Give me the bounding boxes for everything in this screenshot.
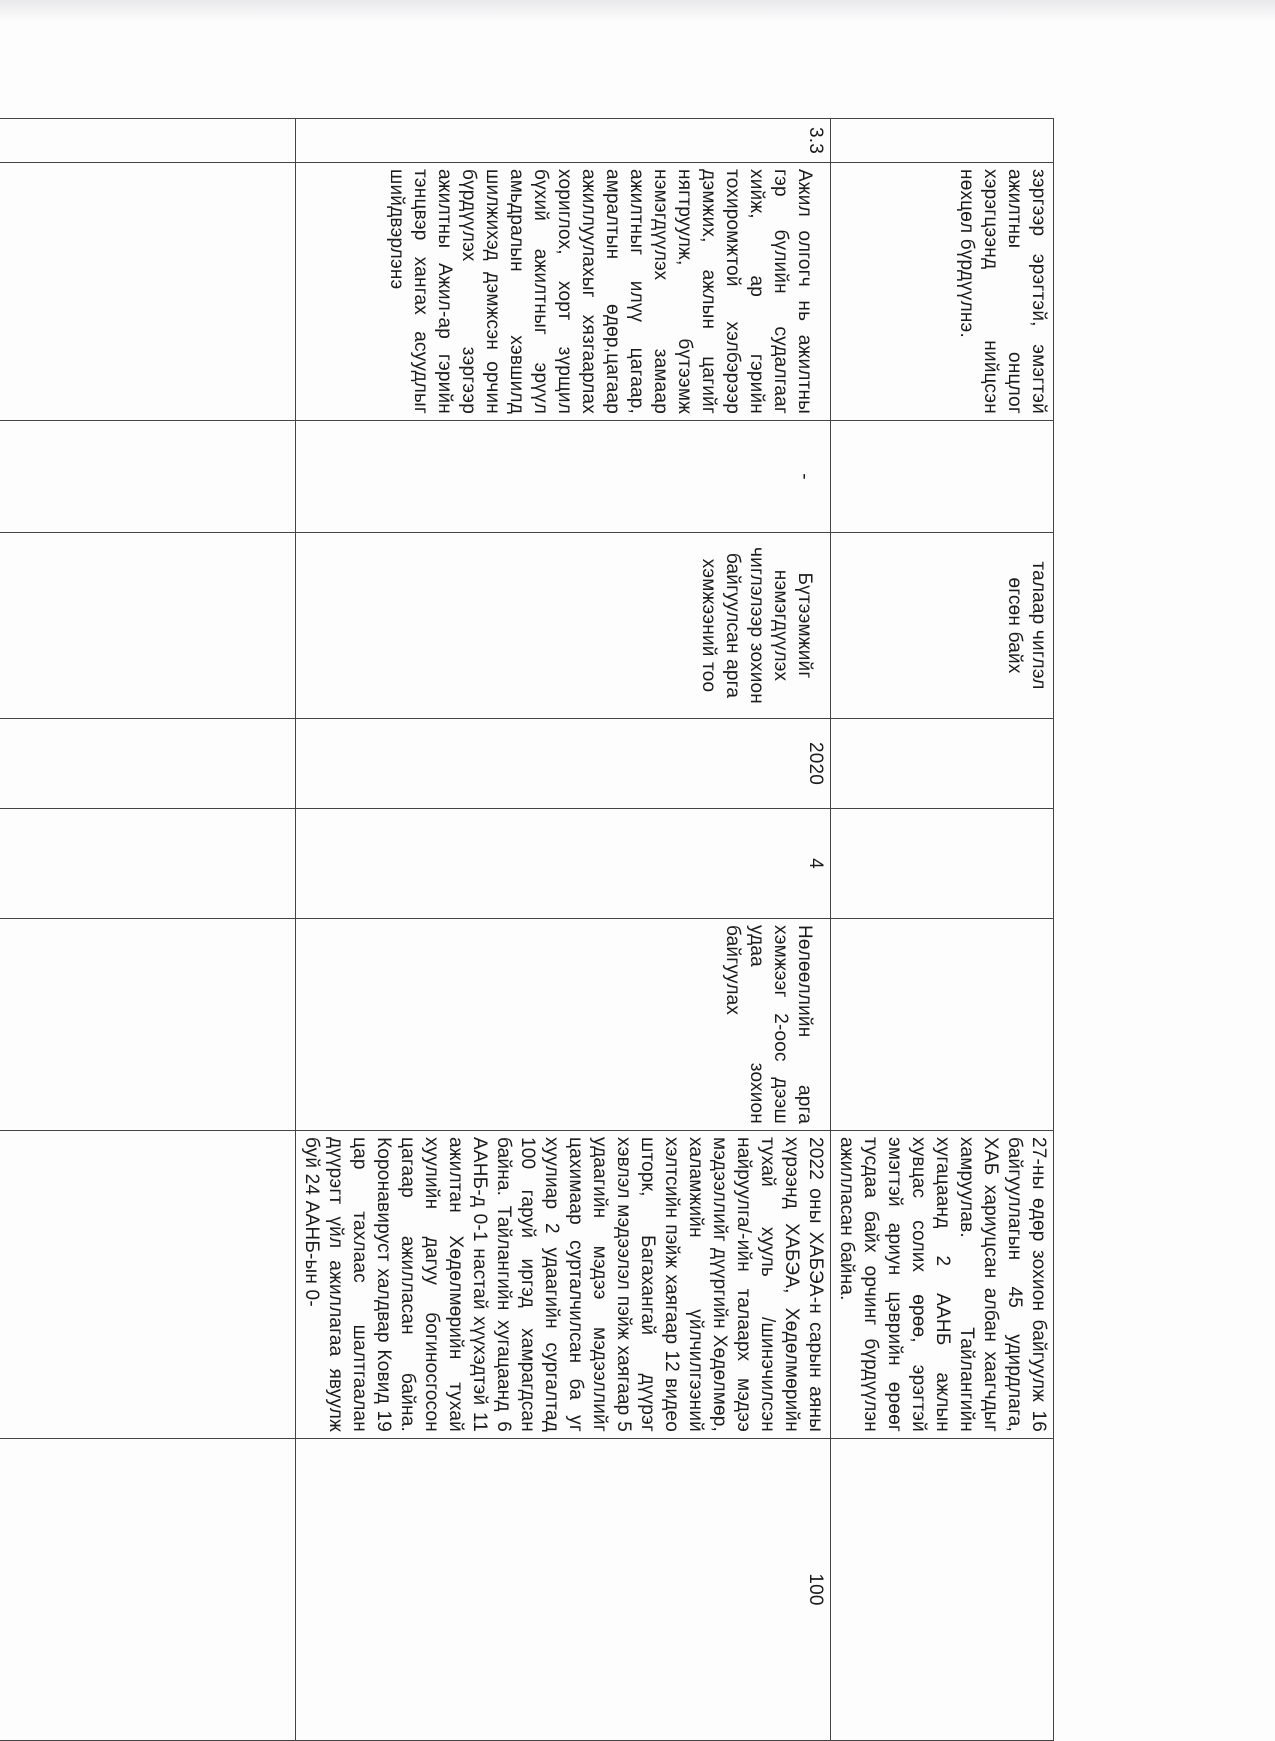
table-row (831, 119, 1054, 1741)
action-cell: Ажил олгогч нь ажилтны гэр бүлийн судалгааг хийж, ар гэрийн тохиромжтой хэлбэрээр дэмжих, ажлын цагийг нягтруулж, бүтээмж нэмэгдүүлэх замаар ажилтныг илүү цагаар, амралтын өдөр,цагаар ажиллуулахыг хязгаарлах хориглох, хорт зүрщил бүхий ажилтныг эрүүл амьдралын хэвшилд шилжихэд дэмжсэн орчин бүрдүүлэх зэргээр ажилтны Ажил-ар гэрийн тэнцвэр хангах асуудлыг шийдвэрлэнэ (296, 163, 831, 421)
year-cell: 2020 (296, 719, 831, 809)
blank-cell (0, 533, 296, 719)
blank-cell (0, 919, 296, 1131)
action-cell: зэргээр эрэгтэй, эмэгтэй ажилтны онцлог хэрэгцээнд нийцсэн нөхцөл бүрдүүлнэ. (831, 163, 1054, 421)
blank-cell (0, 719, 296, 809)
row-number: 3.3 (296, 119, 831, 163)
year-cell (831, 719, 1054, 809)
blank-cell (0, 119, 296, 163)
scan-top-shadow (0, 0, 1275, 22)
value-cell (831, 809, 1054, 919)
blank-cell (0, 809, 296, 919)
indicator-cell: талаар чиглэл өгсөн байх (831, 533, 1054, 719)
target-cell (831, 919, 1054, 1131)
blank-cell (0, 1439, 296, 1741)
score-cell (831, 1439, 1054, 1741)
progress-cell: 27-ны өдөр зохион байгуулж 16 байгууллагын 45 удирдлага, ХАБ хариуцсан албан хаагчдыг хамруулав. Тайлангийн хугацаанд 2 ААНБ ажлын хувцас солих өрөө, эрэгтэй эмэгтэй ариун цэврийн өрөөг тусдаа байх орчинг бүрдүүлэн ажилласан байна. (831, 1131, 1054, 1439)
baseline-cell: - (296, 421, 831, 533)
blank-cell (0, 163, 296, 421)
blank-cell (0, 1131, 296, 1439)
indicator-cell: Бүтээмжийг нэмэгдүүлэх чиглэлээр зохион байгуулсан арга хэмжээний тоо (296, 533, 831, 719)
value-cell: 4 (296, 809, 831, 919)
rotated-table-sheet (104, 118, 1054, 1740)
score-cell: 100 (296, 1439, 831, 1741)
action-plan-table (0, 118, 1054, 1741)
progress-cell: 2022 оны ХАБЭА-н сарын аяны хүрээнд ХАБЭА, Хөдөлмөрийн тухай хууль /шинэчилсэн найруулга/-ийн талаарх мэдээ мэдээллийг дүүргийн Хөдөлмөр, халамжийн үйлчилгээний хэлтсийн пэйж хаягаар 12 видео шторк, Багахангай дүүрэг хэвлэл мэдээлэл пэйж хаягаар 5 удаагийн мэдээ мэдээллийг цахимаар сурталчилсан ба уг хуулиар 2 удаагийн сургалтад 100 гаруй иргэд хамрагдсан байна. Тайлангийн хугацаанд 6 ААНБ-д 0-1 настай хүүхэдтэй 11 ажилтан Хөдөлмөрийн тухай хуулийн дагуу богиносгосон цагаар ажилласан байна. Коронавируст халдвар Ковид 19 цар тахлаас шалтгаалан дүүрэгт үйл ажиллагаа явуулж буй 24 ААНБ-ын 0- (296, 1131, 831, 1439)
blank-cell (0, 421, 296, 533)
table-row-blank (0, 119, 296, 1741)
baseline-cell (831, 421, 1054, 533)
target-cell: Нөлөөллийн арга хэмжээг 2-оос дээш удаа зохион байгуулах (296, 919, 831, 1131)
row-number (831, 119, 1054, 163)
table-row (296, 119, 831, 1741)
